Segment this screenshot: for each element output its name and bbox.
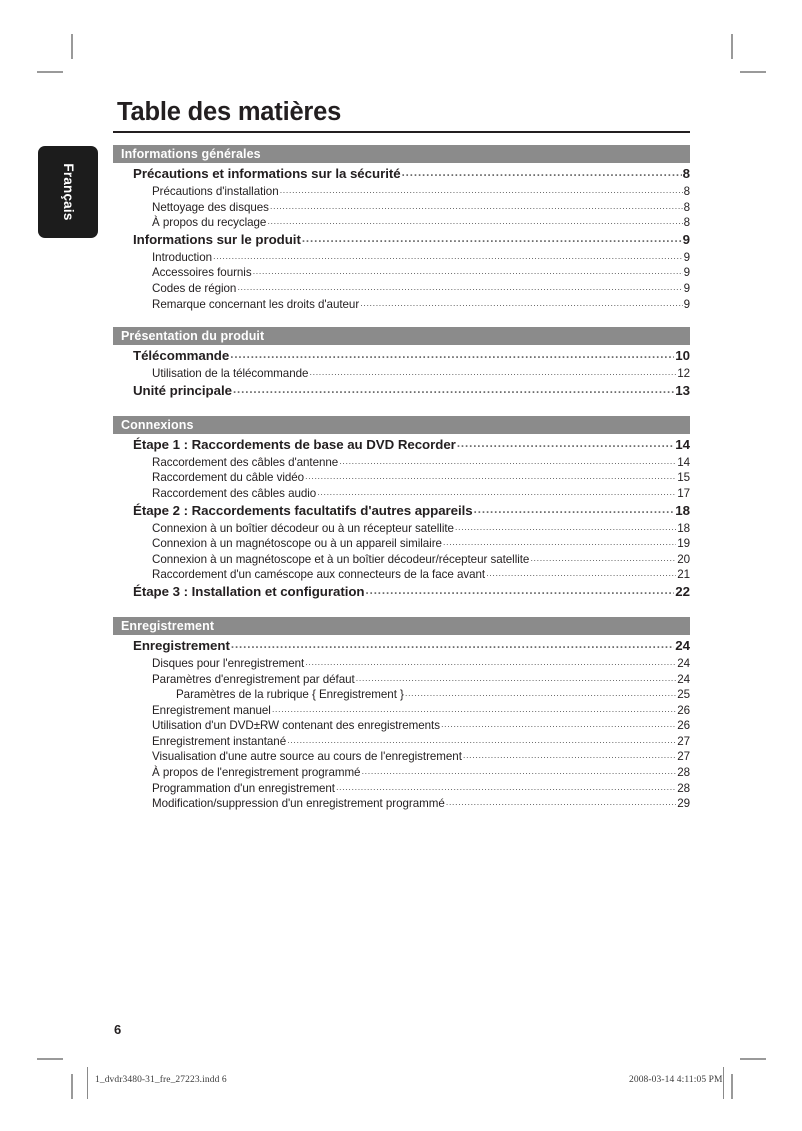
toc-section-heading: Enregistrement: [113, 617, 690, 635]
toc-entry-page-number: 9: [683, 250, 690, 264]
title-divider: [113, 131, 690, 133]
footer-timestamp: 2008-03-14 4:11:05 PM: [629, 1075, 723, 1085]
toc-entry-page-number: 24: [677, 672, 690, 686]
toc-entry-leader: [280, 183, 683, 196]
toc-entry-leader: [339, 454, 676, 467]
toc-entry-label: Introduction: [152, 250, 212, 264]
toc-entry-label: Connexion à un magnétoscope et à un boîtier décodeur/récepteur satellite: [152, 552, 530, 566]
language-tab: [38, 146, 98, 238]
toc-entry-label: Codes de région: [152, 281, 237, 295]
toc-entry[interactable]: [113, 797, 690, 813]
toc-entry-page-number: 10: [675, 348, 690, 364]
toc-section: [113, 416, 690, 603]
toc-entry-page-number: 8: [682, 166, 690, 181]
toc-entry-label: Connexion à un boîtier décodeur ou à un récepteur satellite: [152, 521, 454, 535]
toc-entry-label: Programmation d'un enregistrement: [152, 781, 335, 795]
toc-entry-page-number: 27: [677, 734, 690, 748]
page-number: 6: [114, 1022, 122, 1037]
footer-divider-right: [723, 1067, 724, 1099]
footer-filename: 1_dvdr3480-31_fre_27223.indd 6: [95, 1075, 227, 1085]
toc-entry-leader: [361, 764, 676, 777]
footer-divider-left: [87, 1067, 88, 1099]
toc-entry-page-number: 9: [683, 297, 690, 311]
language-tab-label: Français: [61, 163, 76, 221]
toc-entry-leader: [457, 435, 674, 450]
toc-section: [113, 145, 690, 313]
toc-entry[interactable]: [113, 383, 690, 402]
toc-entry-leader: [253, 264, 683, 277]
toc-entry-label: À propos de l'enregistrement programmé: [152, 766, 361, 780]
toc-entry-list: [113, 345, 690, 402]
toc-entry-label: Enregistrement manuel: [152, 703, 271, 717]
toc-entry-page-number: 26: [677, 703, 690, 717]
toc-entry-leader: [237, 280, 682, 293]
toc-entry-page-number: 21: [677, 568, 690, 582]
toc-entry-label: Raccordement des câbles d'antenne: [152, 455, 339, 469]
toc-entry-label: Utilisation de la télécommande: [152, 367, 309, 381]
toc-entry-page-number: 18: [677, 521, 690, 535]
toc-entry-page-number: 24: [675, 637, 690, 653]
toc-entry-page-number: 8: [683, 200, 690, 214]
toc-entry-page-number: 25: [677, 688, 690, 702]
toc-entry-label: Raccordement d'un caméscope aux connecteurs de la face avant: [152, 568, 486, 582]
toc-entry-label: Précautions d'installation: [152, 185, 279, 198]
toc-entry-label: Accessoires fournis: [152, 266, 252, 280]
crop-mark-top-right-horizontal: [740, 71, 766, 73]
toc-entry-page-number: 9: [683, 281, 690, 295]
toc-entry-label: Utilisation d'un DVD±RW contenant des enregistrements: [152, 719, 440, 733]
toc-entry-label: Raccordement du câble vidéo: [152, 471, 305, 485]
toc-entry-page-number: 8: [683, 185, 690, 198]
toc-entry-leader: [405, 686, 676, 699]
toc-entry-page-number: 29: [677, 797, 690, 811]
toc-entry-leader: [302, 230, 682, 245]
toc-entry-page-number: 26: [677, 719, 690, 733]
toc-entry-label: Connexion à un magnétoscope ou à un appareil similaire: [152, 537, 442, 551]
toc-entry-label: Nettoyage des disques: [152, 200, 269, 214]
toc-entry-label: Enregistrement instantané: [152, 734, 287, 748]
toc-entry-page-number: 14: [675, 436, 690, 452]
toc-entry-leader: [309, 365, 676, 378]
toc-entry-label: Remarque concernant les droits d'auteur: [152, 297, 360, 311]
toc-entry-page-number: 22: [675, 583, 690, 599]
toc-entry-label: Disques pour l'enregistrement: [152, 656, 305, 670]
toc-entry-leader: [270, 199, 683, 212]
crop-mark-bottom-right-horizontal: [740, 1058, 766, 1060]
toc-entry-label: Enregistrement: [133, 637, 230, 653]
toc-entry-label: Étape 1 : Raccordements de base au DVD Recorder: [133, 436, 456, 452]
toc-entry-leader: [317, 485, 676, 498]
toc-entry-page-number: 9: [682, 231, 690, 247]
toc-entry-label: Modification/suppression d'un enregistrement programmé: [152, 797, 445, 811]
crop-mark-bottom-right-vertical: [731, 1074, 733, 1099]
page-title: Table des matières: [117, 98, 342, 126]
toc-entry-label: Paramètres de la rubrique { Enregistrement }: [176, 688, 404, 702]
toc-entry-label: Unité principale: [133, 382, 232, 398]
toc-entry-leader: [336, 780, 676, 793]
toc-entry-page-number: 17: [677, 486, 690, 500]
toc-entry-page-number: 13: [675, 382, 690, 398]
toc-entry-leader: [443, 535, 676, 548]
toc-entry-list: [113, 434, 690, 603]
toc-entry-page-number: 27: [677, 750, 690, 764]
toc-entry-label: Informations sur le produit: [133, 231, 301, 247]
crop-mark-top-left-vertical: [71, 34, 73, 59]
toc-entry-leader: [366, 582, 675, 597]
toc-entry-leader: [356, 671, 677, 684]
crop-mark-top-left-horizontal: [37, 71, 63, 73]
toc-entry-leader: [233, 381, 674, 396]
toc-entry-leader: [463, 748, 676, 761]
toc-entry-page-number: 28: [677, 781, 690, 795]
table-of-contents: [113, 145, 690, 813]
toc-entry-leader: [486, 566, 676, 579]
toc-entry-leader: [230, 346, 674, 361]
toc-entry-page-number: 28: [677, 766, 690, 780]
crop-mark-bottom-left-horizontal: [37, 1058, 63, 1060]
toc-entry-page-number: 18: [675, 502, 690, 518]
toc-entry-label: Précautions et informations sur la sécurité: [133, 166, 401, 181]
toc-entry-label: Visualisation d'une autre source au cours de l'enregistrement: [152, 750, 462, 764]
toc-entry-page-number: 14: [677, 455, 690, 469]
toc-entry-page-number: 9: [683, 266, 690, 280]
toc-entry-leader: [455, 520, 676, 533]
toc-entry-label: Télécommande: [133, 348, 230, 364]
toc-entry-label: Étape 3 : Installation et configuration: [133, 583, 365, 599]
toc-entry-leader: [287, 733, 676, 746]
toc-entry-page-number: 15: [677, 471, 690, 485]
toc-entry-list: [113, 635, 690, 813]
toc-entry-leader: [267, 214, 682, 227]
toc-entry-leader: [474, 501, 675, 516]
toc-section: [113, 617, 690, 813]
toc-entry-page-number: 12: [677, 367, 690, 381]
crop-mark-top-right-vertical: [731, 34, 733, 59]
toc-entry-list: [113, 163, 690, 313]
toc-entry-leader: [231, 636, 674, 651]
toc-section: [113, 327, 690, 402]
toc-section-heading: Présentation du produit: [113, 327, 690, 345]
toc-entry-page-number: 20: [677, 552, 690, 566]
toc-entry-leader: [441, 717, 676, 730]
toc-entry-leader: [360, 296, 682, 309]
toc-entry[interactable]: [113, 298, 690, 314]
toc-section-heading: Connexions: [113, 416, 690, 434]
toc-entry-leader: [272, 702, 676, 715]
toc-section-heading: Informations générales: [113, 145, 690, 163]
crop-mark-bottom-left-vertical: [71, 1074, 73, 1099]
toc-entry-label: Paramètres d'enregistrement par défaut: [152, 672, 355, 686]
toc-entry-leader: [305, 655, 676, 668]
toc-entry-leader: [402, 164, 682, 179]
toc-entry-label: Étape 2 : Raccordements facultatifs d'autres appareils: [133, 502, 473, 518]
toc-entry-page-number: 24: [677, 656, 690, 670]
toc-entry-label: Raccordement des câbles audio: [152, 486, 317, 500]
toc-entry-leader: [446, 795, 676, 808]
toc-entry-label: À propos du recyclage: [152, 216, 267, 230]
toc-entry-leader: [530, 551, 676, 564]
toc-entry-leader: [213, 249, 683, 262]
toc-entry-leader: [305, 469, 676, 482]
toc-entry-page-number: 8: [683, 216, 690, 230]
toc-entry[interactable]: [113, 584, 690, 603]
toc-entry-page-number: 19: [677, 537, 690, 551]
